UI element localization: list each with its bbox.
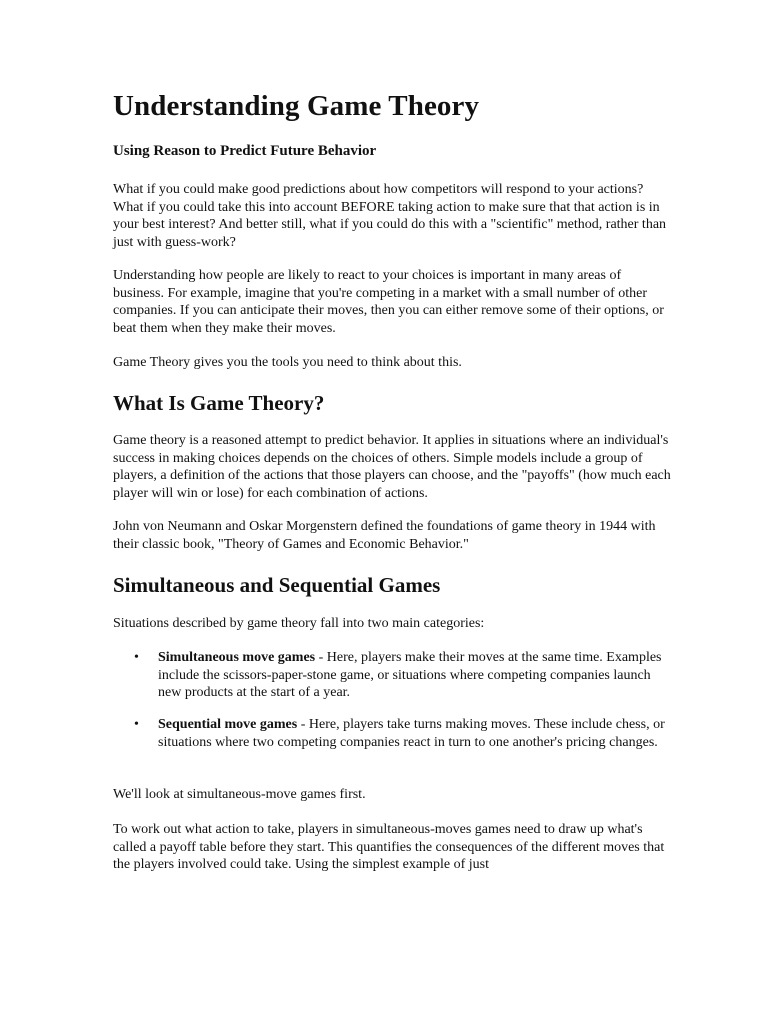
list-item-term: Sequential move games <box>158 717 298 732</box>
intro-paragraph-3: Game Theory gives you the tools you need to think about this. <box>113 355 462 370</box>
bullet-marker: • <box>134 650 139 665</box>
page-subtitle: Using Reason to Predict Future Behavior <box>113 143 377 159</box>
intro-paragraph-1: What if you could make good predictions about how competitors will respond to your actions? What if you could take this into account BEFORE taking action to make sure that that action is in your best interest? And better still, what if you could do this with a "scientific" method, rather than just with guess-work? <box>113 182 667 250</box>
list-item-text <box>158 649 673 702</box>
section-heading-what-is-game-theory: What Is Game Theory? <box>113 391 325 415</box>
section2-paragraph-1: Situations described by game theory fall into two main categories: <box>113 616 485 631</box>
section2-paragraph-3: To work out what action to take, players in simultaneous-moves games need to draw up what's called a payoff table before they start. This quantifies the consequences of the different moves that the players involved could take. Using the simplest example of just <box>113 822 665 873</box>
list-item-description: - Here, players take turns making moves. These include chess, or situations where two competing companies react in turn to one another's pricing changes. <box>158 717 665 750</box>
bullet-marker: • <box>134 717 139 732</box>
intro-paragraph-2: Understanding how people are likely to react to your choices is important in many areas of business. For example, imagine that you're competing in a market with a small number of other companies. If you can anticipate their moves, then you can either remove some of their options, or beat them when they make their moves. <box>113 268 664 336</box>
list-item-term: Simultaneous move games <box>158 650 316 665</box>
section2-paragraph-2: We'll look at simultaneous-move games first. <box>113 787 366 802</box>
list-item-description: - Here, players make their moves at the same time. Examples include the scissors-paper-stone game, or situations where competing companies launch new products at the start of a year. <box>158 650 662 701</box>
section1-paragraph-2: John von Neumann and Oskar Morgenstern defined the foundations of game theory in 1944 with their classic book, "Theory of Games and Economic Behavior." <box>113 519 656 552</box>
list-item-text <box>158 716 673 751</box>
page-title: Understanding Game Theory <box>113 90 480 122</box>
section1-paragraph-1: Game theory is a reasoned attempt to predict behavior. It applies in situations where an individual's success in making choices depends on the choices of others. Simple models include a group of players, a definition of the actions that those players can choose, and the "payoffs" (how much each player will win or lose) for each combination of actions. <box>113 433 671 501</box>
section-heading-simultaneous-sequential: Simultaneous and Sequential Games <box>113 573 441 597</box>
